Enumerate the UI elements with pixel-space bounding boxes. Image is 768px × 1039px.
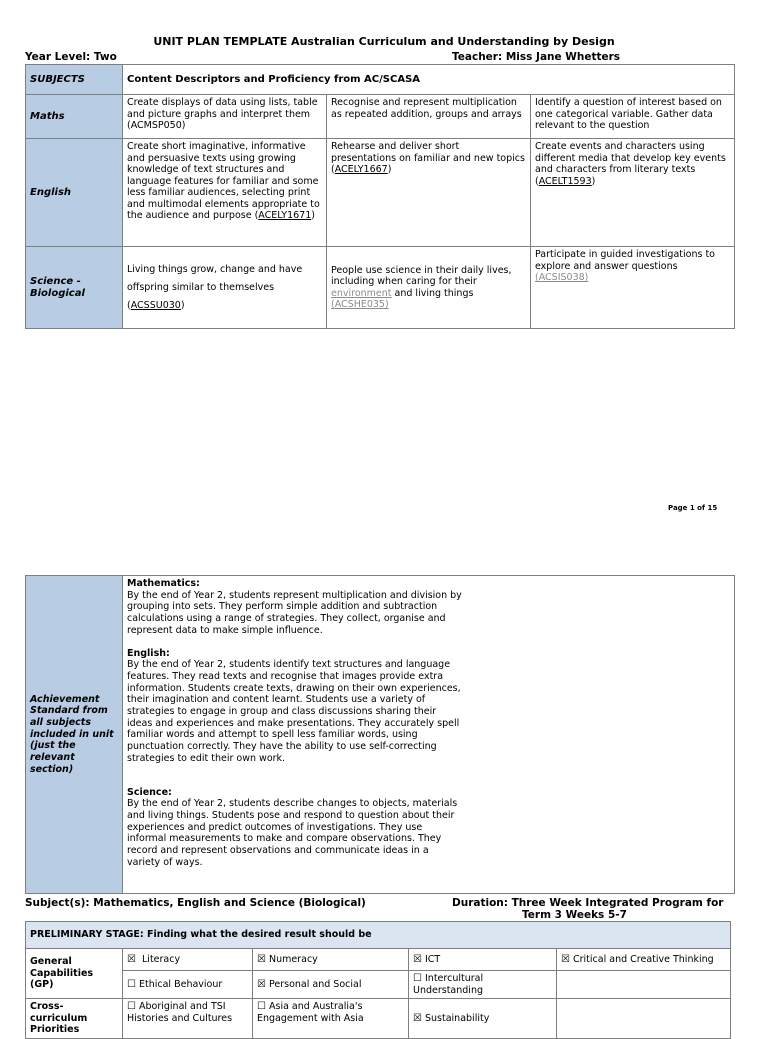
- subjects-header: SUBJECTS: [26, 65, 123, 95]
- subject-label: English: [26, 139, 123, 247]
- section-body: By the end of Year 2, students represent multiplication and division by grouping into sets. They perform simple addition and subtraction calculations using a range of strategies. They collect, organise and represent data to make simple influence.: [127, 589, 462, 636]
- checkbox-icon[interactable]: ☐: [127, 1001, 136, 1012]
- table-row: [26, 247, 735, 329]
- checkbox-icon[interactable]: ☒: [257, 953, 266, 965]
- preliminary-stage-table: [25, 921, 731, 1039]
- checkbox-icon[interactable]: ☐: [127, 978, 136, 990]
- curriculum-code-link[interactable]: (ACSHE035): [331, 299, 389, 310]
- subjects-line: Subject(s): Mathematics, English and Science (Biological): [25, 897, 366, 909]
- environment-link[interactable]: environment: [331, 287, 392, 299]
- checkbox-item[interactable]: ☒ ICT: [409, 949, 557, 971]
- curriculum-code-link[interactable]: ACELY1671: [258, 210, 312, 221]
- empty-cell: [557, 971, 731, 999]
- checkbox-item[interactable]: ☒ Numeracy: [253, 949, 409, 971]
- general-capabilities-label: General Capabilities (GP): [26, 949, 123, 999]
- preliminary-stage-title: PRELIMINARY STAGE: Finding what the desired result should be: [26, 922, 731, 949]
- descriptor-cell: Create events and characters using different media that develop key events and characters from literary texts (ACELT1593): [531, 139, 735, 247]
- descriptor-cell: Living things grow, change and have offspring similar to themselves (ACSSU030): [123, 247, 327, 329]
- checkbox-item[interactable]: ☐ Ethical Behaviour: [123, 971, 253, 999]
- year-level: Year Level: Two: [25, 51, 117, 63]
- teacher-name: Teacher: Miss Jane Whetters: [452, 51, 621, 63]
- cross-curriculum-label: Cross-curriculum Priorities: [26, 999, 123, 1039]
- page-number: Page 1 of 15: [668, 504, 718, 512]
- descriptor-cell: Recognise and represent multiplication as repeated addition, groups and arrays: [327, 95, 531, 139]
- descriptor-cell: Participate in guided investigations to explore and answer questions (ACSIS038): [531, 247, 735, 329]
- checkbox-icon[interactable]: ☒: [257, 978, 266, 990]
- section-body: By the end of Year 2, students describe changes to objects, materials and living things. Students pose and respond to question about their experiences and predict outcomes of investigations. They use informal measurements to make and compare observations. They record and represent observations and communicate ideas in a variety of ways.: [127, 798, 458, 868]
- empty-cell: [557, 999, 731, 1039]
- descriptor-cell: Rehearse and deliver short presentations on familiar and new topics (ACELY1667): [327, 139, 531, 247]
- table-row: [26, 139, 735, 247]
- subject-label: Maths: [26, 95, 123, 139]
- descriptor-cell: Identify a question of interest based on one categorical variable. Gather data relevant to the question: [531, 95, 735, 139]
- section-heading: Mathematics:: [127, 578, 200, 589]
- checkbox-item[interactable]: ☐ Intercultural Understanding: [409, 971, 557, 999]
- achievement-label: Achievement Standard from all subjects included in unit (just the relevant section): [26, 576, 123, 894]
- curriculum-code-link[interactable]: ACSSU030: [130, 299, 181, 311]
- checkbox-icon[interactable]: ☒: [413, 953, 422, 965]
- checkbox-item[interactable]: ☒ Personal and Social: [253, 971, 409, 999]
- content-descriptors-header: Content Descriptors and Proficiency from AC/SCASA: [123, 65, 735, 95]
- curriculum-code-link[interactable]: (ACSIS038): [535, 272, 589, 283]
- checkbox-item[interactable]: ☒ Critical and Creative Thinking: [557, 949, 731, 971]
- achievement-content: [123, 576, 735, 894]
- descriptor-cell: People use science in their daily lives, including when caring for their environment and living things (ACSHE035): [327, 247, 531, 329]
- section-body: information. Students create texts, drawing on their own experiences, their imagination and content learnt. Students use a variety of strategies to engage in group and class discussions sharing their ideas and experiences and make presentations. They accurately spell familiar words and attempt to spell less familiar words, using punctuation correctly. They have the ability to use self-correcting strategies to edit their own work.: [127, 682, 461, 764]
- checkbox-icon[interactable]: ☐: [257, 1001, 266, 1012]
- duration: Duration: Three Week Integrated Program for Term 3 Weeks 5-7: [452, 897, 724, 921]
- checkbox-item[interactable]: ☒ Sustainability: [409, 999, 557, 1039]
- subject-label: Science - Biological: [26, 247, 123, 329]
- checkbox-icon[interactable]: ☐: [413, 973, 422, 984]
- curriculum-code-link[interactable]: ACELT1593: [538, 175, 592, 187]
- table-row: [26, 95, 735, 139]
- checkbox-item[interactable]: ☐ Aboriginal and TSI Histories and Cultures: [123, 999, 253, 1039]
- document-title: UNIT PLAN TEMPLATE Australian Curriculum and Understanding by Design: [153, 35, 615, 48]
- checkbox-icon[interactable]: ☒: [413, 1012, 422, 1024]
- section-heading: Science:: [127, 786, 172, 798]
- checkbox-item[interactable]: ☒ Literacy: [123, 949, 253, 971]
- checkbox-item[interactable]: ☐ Asia and Australia's Engagement with Asia: [253, 999, 409, 1039]
- checkbox-icon[interactable]: ☒: [127, 953, 136, 965]
- descriptor-cell: Create short imaginative, informative and persuasive texts using growing knowledge of text structures and language features for familiar and some less familiar audiences, selecting print and multimodal elements appropriate to the audience and purpose (ACELY1671): [123, 139, 327, 247]
- section-body: By the end of Year 2, students identify text structures and language features. They read texts and recognise that images provide extra: [127, 659, 451, 682]
- checkbox-icon[interactable]: ☒: [561, 953, 570, 965]
- content-descriptors-table: [25, 64, 735, 329]
- achievement-standard-table: [25, 575, 735, 894]
- section-heading: English:: [127, 647, 170, 659]
- curriculum-code-link[interactable]: ACELY1667: [334, 164, 388, 175]
- descriptor-cell: Create displays of data using lists, table and picture graphs and interpret them (ACMSP050): [123, 95, 327, 139]
